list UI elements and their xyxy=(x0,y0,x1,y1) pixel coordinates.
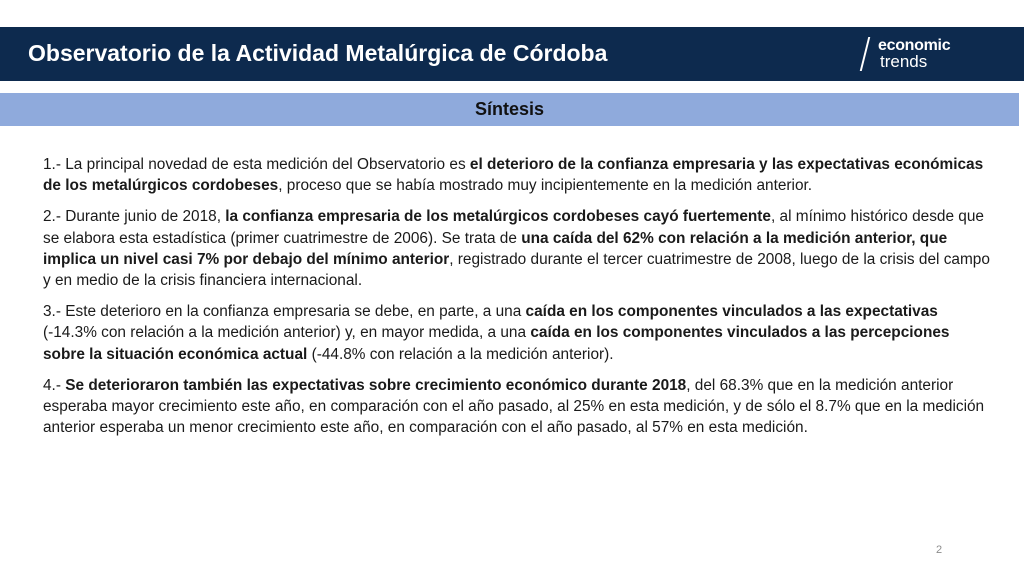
paragraph-highlight: caída en los componentes vinculados a las expectativas xyxy=(525,303,938,321)
economic-trends-logo xyxy=(862,35,1012,75)
synthesis-content xyxy=(43,154,993,448)
logo-text-trends: trends xyxy=(880,52,928,71)
paragraph-text: 4.- xyxy=(43,376,66,394)
paragraph-highlight: caída en los componentes vinculados a las percepciones sobre la situación económica actual xyxy=(43,324,950,363)
section-title: Síntesis xyxy=(474,99,545,119)
paragraph-highlight: el deterioro de la confianza empresaria y las expectativas económicas de los metalúrgicos cordobeses xyxy=(43,156,984,195)
paragraph-highlight: una caída del 62% con relación a la medición anterior, que implica un nivel casi 7% por debajo del mínimo anterior xyxy=(43,229,948,268)
header-bar xyxy=(0,27,1024,81)
paragraph-highlight: la confianza empresaria de los metalúrgicos cordobeses cayó fuertemente xyxy=(225,208,771,226)
paragraph-1 xyxy=(43,154,993,196)
paragraph-text: (-44.8% con relación a la medición anterior). xyxy=(307,345,614,363)
paragraph-text: , al mínimo histórico desde que se elabora esta estadística (primer cuatrimestre de 2006). Se trata de xyxy=(43,208,984,247)
page-number: 2 xyxy=(936,544,943,556)
paragraph-text: , proceso que se había mostrado muy incipientemente en la medición anterior. xyxy=(278,177,813,195)
section-bar xyxy=(0,93,1019,126)
paragraph-text: (-14.3% con relación a la medición anterior) y, en mayor medida, a una xyxy=(43,324,531,342)
paragraph-2 xyxy=(43,206,993,291)
paragraph-4 xyxy=(43,375,993,439)
paragraph-text: , del 68.3% que en la medición anterior esperaba mayor crecimiento este año, en comparación con el año pasado, al 25% en esta medición, y de sólo el 8.7% que en la medición anterior esperaba un menor crecimiento este año, en comparación con el año pasado, al 57% en esta medición. xyxy=(43,376,985,437)
paragraph-highlight: Se deterioraron también las expectativas sobre crecimiento económico durante 2018 xyxy=(65,376,687,394)
logo-text-economic: economic xyxy=(878,37,951,54)
page-title: Observatorio de la Actividad Metalúrgica de Córdoba xyxy=(28,40,608,66)
paragraph-text: 1.- La principal novedad de esta medición del Observatorio es xyxy=(43,156,470,173)
paragraph-text: 3.- Este deterioro en la confianza empresaria se debe, en parte, a una xyxy=(43,303,526,321)
logo-slash-icon xyxy=(860,37,870,71)
paragraph-text: , registrado durante el tercer cuatrimestre de 2008, luego de la crisis del campo y en medio de la crisis financiera internacional. xyxy=(43,250,990,290)
paragraph-text: 2.- Durante junio de 2018, xyxy=(43,208,226,226)
paragraph-3 xyxy=(43,301,993,365)
